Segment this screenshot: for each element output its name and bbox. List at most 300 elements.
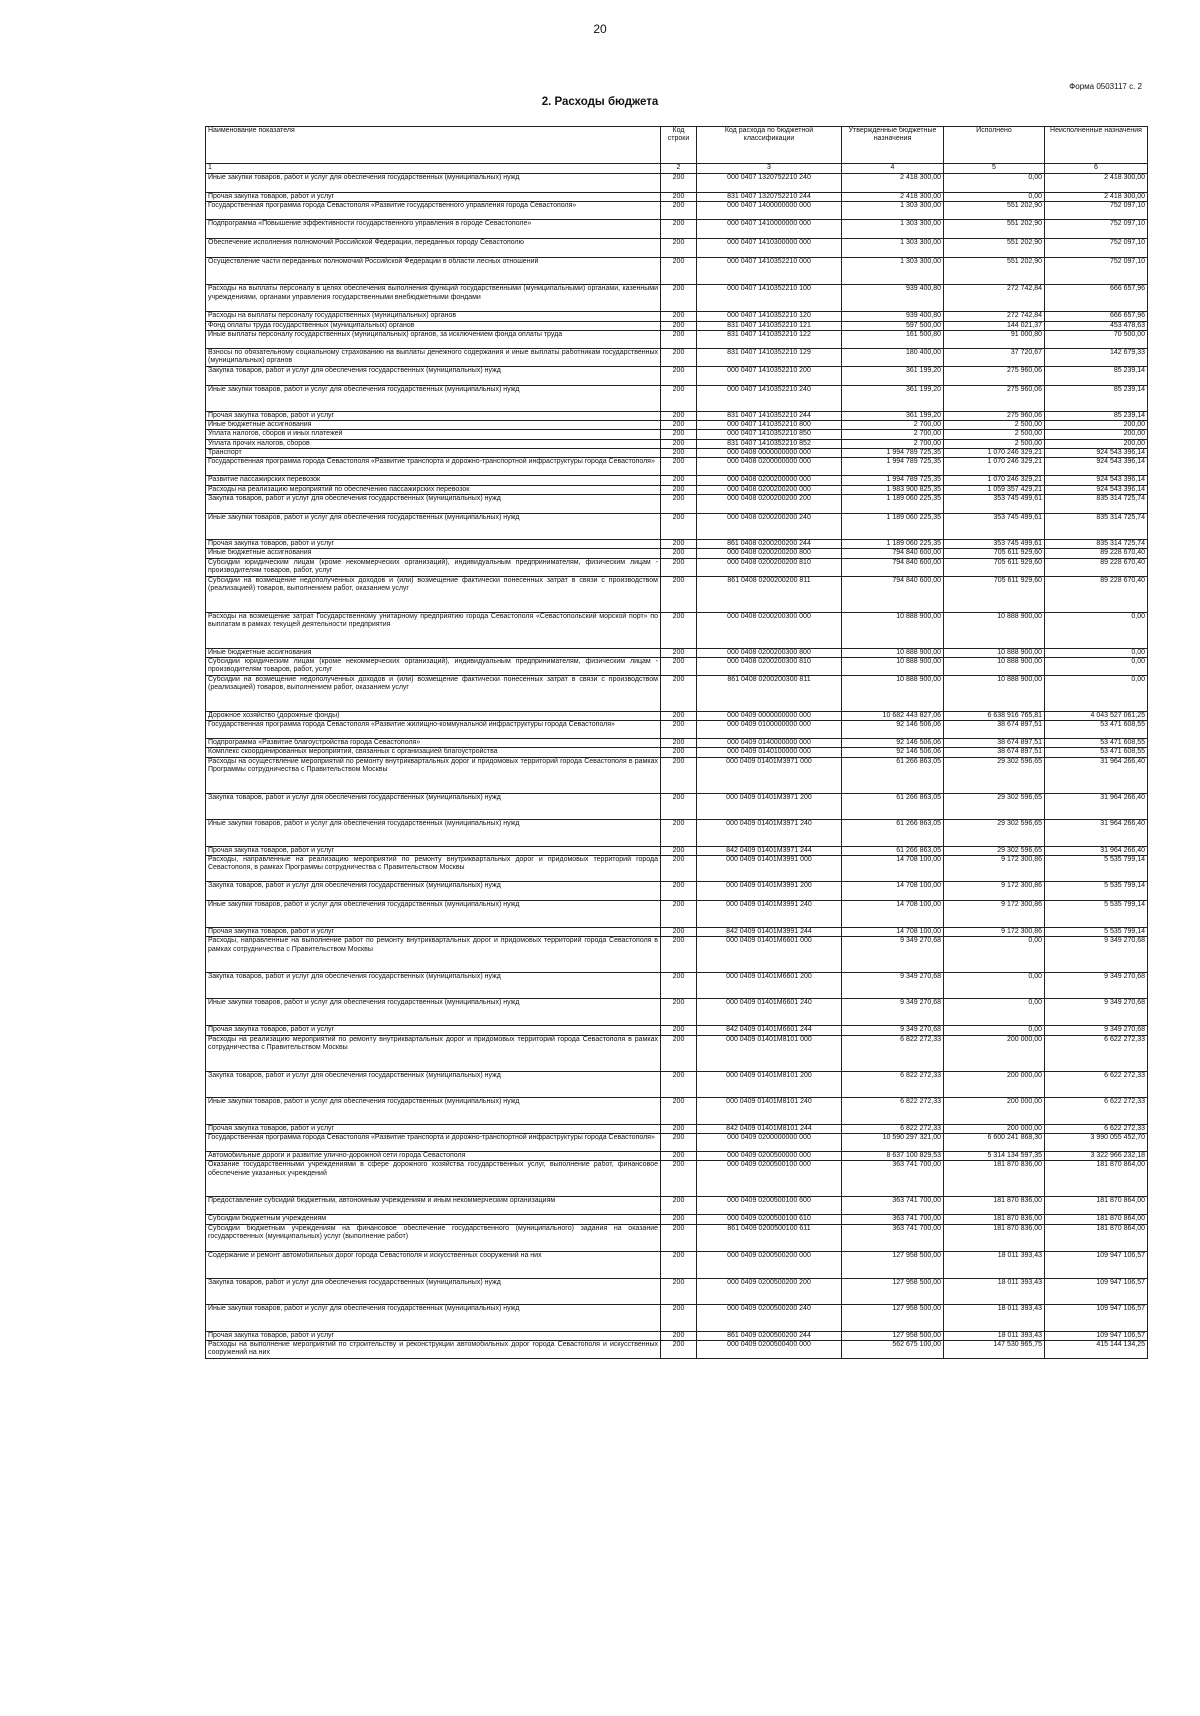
- row-executed: 9 172 300,86: [944, 882, 1045, 901]
- row-unexecuted: 924 543 396,14: [1045, 476, 1148, 485]
- table-row: [206, 439, 1148, 448]
- row-line-code: 200: [661, 757, 697, 793]
- row-executed: 1 070 246 329,21: [944, 458, 1045, 476]
- row-approved: 9 349 270,68: [842, 999, 944, 1026]
- row-approved: 1 303 300,00: [842, 220, 944, 239]
- row-unexecuted: 5 535 799,14: [1045, 856, 1148, 882]
- row-executed: 2 500,00: [944, 421, 1045, 430]
- row-approved: 10 888 900,00: [842, 648, 944, 657]
- row-classification-code: 000 0409 0200500200 240: [697, 1304, 842, 1331]
- row-approved: 2 700,00: [842, 421, 944, 430]
- row-approved: 10 682 443 827,06: [842, 711, 944, 720]
- row-approved: 61 266 863,05: [842, 757, 944, 793]
- row-approved: 361 199,20: [842, 385, 944, 411]
- row-unexecuted: 924 543 396,14: [1045, 449, 1148, 458]
- row-unexecuted: 0,00: [1045, 675, 1148, 711]
- row-approved: 161 500,80: [842, 330, 944, 348]
- row-line-code: 200: [661, 494, 697, 513]
- table-row: [206, 239, 1148, 258]
- row-name: Уплата прочих налогов, сборов: [206, 439, 661, 448]
- row-classification-code: 000 0409 0140100000 000: [697, 748, 842, 757]
- row-line-code: 200: [661, 430, 697, 439]
- table-row: [206, 846, 1148, 855]
- header-unexecuted: Неисполненные назначения: [1045, 127, 1148, 164]
- row-name: Иные закупки товаров, работ и услуг для обеспечения государственных (муниципальных) нужд: [206, 174, 661, 193]
- row-approved: 6 822 272,33: [842, 1071, 944, 1097]
- row-line-code: 200: [661, 1304, 697, 1331]
- row-approved: 361 199,20: [842, 366, 944, 385]
- column-number-row: [206, 164, 1148, 174]
- row-approved: 9 349 270,68: [842, 973, 944, 999]
- row-unexecuted: 752 097,10: [1045, 202, 1148, 220]
- row-classification-code: 831 0407 1410352210 129: [697, 348, 842, 366]
- document-title: 2. Расходы бюджета: [541, 96, 659, 108]
- row-unexecuted: 200,00: [1045, 430, 1148, 439]
- row-unexecuted: 200,00: [1045, 439, 1148, 448]
- row-unexecuted: 752 097,10: [1045, 220, 1148, 239]
- table-row: [206, 366, 1148, 385]
- table-row: [206, 1124, 1148, 1133]
- row-executed: 181 870 836,00: [944, 1161, 1045, 1197]
- row-approved: 363 741 700,00: [842, 1224, 944, 1251]
- row-name: Фонд оплаты труда государственных (муниципальных) органов: [206, 321, 661, 330]
- table-row: [206, 675, 1148, 711]
- row-line-code: 200: [661, 846, 697, 855]
- row-executed: 181 870 836,00: [944, 1197, 1045, 1215]
- row-name: Прочая закупка товаров, работ и услуг: [206, 1124, 661, 1133]
- row-line-code: 200: [661, 220, 697, 239]
- row-classification-code: 861 0408 0200200200 811: [697, 576, 842, 612]
- row-classification-code: 000 0407 1410300000 000: [697, 239, 842, 258]
- table-row: [206, 485, 1148, 494]
- row-executed: 144 021,37: [944, 321, 1045, 330]
- row-name: Субсидии бюджетным учреждениям: [206, 1215, 661, 1224]
- row-name: Автомобильные дороги и развитие улично-дорожной сети города Севастополя: [206, 1151, 661, 1160]
- row-executed: 200 000,00: [944, 1035, 1045, 1071]
- row-executed: 200 000,00: [944, 1124, 1045, 1133]
- row-name: Государственная программа города Севастополя «Развитие транспорта и дорожно-транспортной инфраструктуры города Севастополя»: [206, 1133, 661, 1151]
- table-row: [206, 558, 1148, 576]
- row-unexecuted: 6 622 272,33: [1045, 1097, 1148, 1124]
- table-row: [206, 539, 1148, 548]
- row-name: Расходы, направленные на реализацию мероприятий по ремонту внутриквартальных дорог и придомовых территорий города Севастополя, в рамках Программы сотрудничества с Правительством Москвы: [206, 856, 661, 882]
- row-line-code: 200: [661, 348, 697, 366]
- row-executed: 1 070 246 329,21: [944, 476, 1045, 485]
- row-classification-code: 861 0409 0200500200 244: [697, 1331, 842, 1340]
- row-classification-code: 000 0408 0200200200 000: [697, 485, 842, 494]
- row-classification-code: 000 0409 01401M8101 000: [697, 1035, 842, 1071]
- table-row: [206, 973, 1148, 999]
- row-classification-code: 000 0409 01401M3971 200: [697, 793, 842, 819]
- row-unexecuted: 666 657,96: [1045, 285, 1148, 312]
- row-line-code: 200: [661, 675, 697, 711]
- row-line-code: 200: [661, 1097, 697, 1124]
- row-unexecuted: 9 349 270,68: [1045, 973, 1148, 999]
- row-classification-code: 000 0409 0100000000 000: [697, 721, 842, 739]
- row-unexecuted: 835 314 725,74: [1045, 513, 1148, 539]
- table-row: [206, 748, 1148, 757]
- row-executed: 18 011 393,43: [944, 1331, 1045, 1340]
- row-approved: 1 994 789 725,35: [842, 449, 944, 458]
- row-classification-code: 000 0409 0200500100 610: [697, 1215, 842, 1224]
- row-executed: 9 172 300,86: [944, 928, 1045, 937]
- row-executed: 9 172 300,86: [944, 901, 1045, 928]
- table-row: [206, 1340, 1148, 1358]
- row-approved: 61 266 863,05: [842, 846, 944, 855]
- table-row: [206, 648, 1148, 657]
- table-row: [206, 385, 1148, 411]
- row-line-code: 200: [661, 1197, 697, 1215]
- row-name: Расходы на реализацию мероприятий по обеспечению пассажирских перевозок: [206, 485, 661, 494]
- row-unexecuted: 0,00: [1045, 657, 1148, 675]
- row-executed: 551 202,90: [944, 202, 1045, 220]
- row-executed: 181 870 836,00: [944, 1215, 1045, 1224]
- row-approved: 10 888 900,00: [842, 612, 944, 648]
- row-executed: 551 202,90: [944, 258, 1045, 285]
- row-unexecuted: 6 622 272,33: [1045, 1035, 1148, 1071]
- row-classification-code: 000 0409 01401M6601 200: [697, 973, 842, 999]
- row-name: Расходы на осуществление мероприятий по ремонту внутриквартальных дорог и придомовых территорий города Севастополя в рамках Программы сотрудничества с Правительством Москвы: [206, 757, 661, 793]
- row-name: Субсидии юридическим лицам (кроме некоммерческих организаций), индивидуальным предпринимателям, физическим лицам - производителям товаров, работ, услуг: [206, 558, 661, 576]
- row-executed: 705 611 929,60: [944, 558, 1045, 576]
- row-name: Взносы по обязательному социальному страхованию на выплаты денежного содержания и иные выплаты работникам государственных (муниципальных) органов: [206, 348, 661, 366]
- row-approved: 939 400,80: [842, 312, 944, 321]
- row-line-code: 200: [661, 1124, 697, 1133]
- row-name: Комплекс скоординированных мероприятий, связанных с организацией благоустройства: [206, 748, 661, 757]
- row-line-code: 200: [661, 1331, 697, 1340]
- table-row: [206, 258, 1148, 285]
- row-unexecuted: 6 622 272,33: [1045, 1071, 1148, 1097]
- row-name: Оказание государственными учреждениями в сфере дорожного хозяйства государственных услуг, выполнение работ, финансовое обеспечение указанных учреждений: [206, 1161, 661, 1197]
- table-row: [206, 285, 1148, 312]
- row-line-code: 200: [661, 648, 697, 657]
- row-approved: 6 822 272,33: [842, 1097, 944, 1124]
- row-approved: 127 958 500,00: [842, 1304, 944, 1331]
- row-executed: 18 011 393,43: [944, 1251, 1045, 1278]
- row-executed: 705 611 929,60: [944, 576, 1045, 612]
- row-name: Закупка товаров, работ и услуг для обеспечения государственных (муниципальных) нужд: [206, 1278, 661, 1304]
- row-executed: 181 870 836,00: [944, 1224, 1045, 1251]
- row-executed: 275 960,06: [944, 411, 1045, 420]
- row-unexecuted: 181 870 864,00: [1045, 1215, 1148, 1224]
- row-unexecuted: 53 471 608,55: [1045, 721, 1148, 739]
- row-name: Субсидии бюджетным учреждениям на финансовое обеспечение государственного (муниципального) задания на оказание государственных (муниципальных) услуг (выполнение работ): [206, 1224, 661, 1251]
- row-executed: 18 011 393,43: [944, 1278, 1045, 1304]
- row-executed: 6 600 241 868,30: [944, 1133, 1045, 1151]
- table-row: [206, 882, 1148, 901]
- row-approved: 2 418 300,00: [842, 193, 944, 202]
- row-line-code: 200: [661, 901, 697, 928]
- row-executed: 29 302 596,65: [944, 846, 1045, 855]
- row-name: Иные бюджетные ассигнования: [206, 421, 661, 430]
- table-row: [206, 819, 1148, 846]
- row-line-code: 200: [661, 1251, 697, 1278]
- row-classification-code: 000 0407 1410352210 800: [697, 421, 842, 430]
- row-name: Расходы на возмещение затрат Государственному унитарному предприятию города Севастополя «Севастопольский морской порт» по выплатам в рамках текущей деятельности предприятия: [206, 612, 661, 648]
- table-row: [206, 999, 1148, 1026]
- row-executed: 29 302 596,65: [944, 793, 1045, 819]
- row-classification-code: 000 0407 1320752210 240: [697, 174, 842, 193]
- table-row: [206, 757, 1148, 793]
- row-approved: 14 708 100,00: [842, 928, 944, 937]
- row-line-code: 200: [661, 202, 697, 220]
- row-name: Государственная программа города Севастополя «Развитие государственного управления города Севастополя»: [206, 202, 661, 220]
- row-name: Субсидии на возмещение недополученных доходов и (или) возмещение фактически понесенных затрат в связи с производством (реализацией) товаров, выполнением работ, оказанием услуг: [206, 576, 661, 612]
- row-executed: 29 302 596,65: [944, 819, 1045, 846]
- row-unexecuted: 924 543 396,14: [1045, 485, 1148, 494]
- row-name: Прочая закупка товаров, работ и услуг: [206, 411, 661, 420]
- row-classification-code: 000 0409 01401M3991 240: [697, 901, 842, 928]
- row-executed: 0,00: [944, 1026, 1045, 1035]
- row-classification-code: 000 0409 01401M3971 000: [697, 757, 842, 793]
- table-row: [206, 449, 1148, 458]
- row-unexecuted: 5 535 799,14: [1045, 882, 1148, 901]
- row-approved: 794 840 600,00: [842, 576, 944, 612]
- row-executed: 10 888 900,00: [944, 648, 1045, 657]
- table-row: [206, 1133, 1148, 1151]
- row-line-code: 200: [661, 856, 697, 882]
- row-name: Иные бюджетные ассигнования: [206, 648, 661, 657]
- row-name: Развитие пассажирских перевозок: [206, 476, 661, 485]
- table-row: [206, 174, 1148, 193]
- row-unexecuted: 453 478,63: [1045, 321, 1148, 330]
- row-unexecuted: 0,00: [1045, 612, 1148, 648]
- row-line-code: 200: [661, 558, 697, 576]
- row-unexecuted: 85 239,14: [1045, 366, 1148, 385]
- row-approved: 8 637 100 829,53: [842, 1151, 944, 1160]
- row-approved: 939 400,80: [842, 285, 944, 312]
- column-number: 1: [206, 164, 661, 174]
- row-unexecuted: 109 947 106,57: [1045, 1304, 1148, 1331]
- row-name: Прочая закупка товаров, работ и услуг: [206, 193, 661, 202]
- table-row: [206, 1215, 1148, 1224]
- row-executed: 10 888 900,00: [944, 675, 1045, 711]
- row-classification-code: 000 0408 0200200300 800: [697, 648, 842, 657]
- table-row: [206, 1197, 1148, 1215]
- row-name: Иные закупки товаров, работ и услуг для обеспечения государственных (муниципальных) нужд: [206, 513, 661, 539]
- row-classification-code: 000 0409 01401M6601 240: [697, 999, 842, 1026]
- row-unexecuted: 70 500,00: [1045, 330, 1148, 348]
- row-name: Расходы на выплаты персоналу в целях обеспечения выполнения функций государственными (муниципальными) органами, казенными учреждениями, органами управления государственными внебюджетными фондами: [206, 285, 661, 312]
- row-classification-code: 831 0407 1410352210 121: [697, 321, 842, 330]
- row-classification-code: 831 0407 1410352210 122: [697, 330, 842, 348]
- row-classification-code: 842 0409 01401M8101 244: [697, 1124, 842, 1133]
- row-classification-code: 000 0407 1410352210 100: [697, 285, 842, 312]
- row-line-code: 200: [661, 711, 697, 720]
- row-line-code: 200: [661, 539, 697, 548]
- row-name: Закупка товаров, работ и услуг для обеспечения государственных (муниципальных) нужд: [206, 366, 661, 385]
- row-unexecuted: 9 349 270,68: [1045, 1026, 1148, 1035]
- table-row: [206, 739, 1148, 748]
- row-unexecuted: 200,00: [1045, 421, 1148, 430]
- row-name: Расходы на выплаты персоналу государственных (муниципальных) органов: [206, 312, 661, 321]
- row-unexecuted: 9 349 270,68: [1045, 937, 1148, 973]
- row-executed: 38 674 897,51: [944, 739, 1045, 748]
- row-line-code: 200: [661, 973, 697, 999]
- row-classification-code: 000 0408 0200200300 000: [697, 612, 842, 648]
- row-approved: 363 741 700,00: [842, 1215, 944, 1224]
- row-line-code: 200: [661, 576, 697, 612]
- row-name: Иные закупки товаров, работ и услуг для обеспечения государственных (муниципальных) нужд: [206, 819, 661, 846]
- row-classification-code: 000 0408 0200200200 800: [697, 549, 842, 558]
- row-unexecuted: 6 622 272,33: [1045, 1124, 1148, 1133]
- row-executed: 9 172 300,86: [944, 856, 1045, 882]
- row-approved: 2 700,00: [842, 439, 944, 448]
- row-classification-code: 000 0407 1410352210 240: [697, 385, 842, 411]
- row-line-code: 200: [661, 793, 697, 819]
- row-name: Прочая закупка товаров, работ и услуг: [206, 539, 661, 548]
- row-line-code: 200: [661, 999, 697, 1026]
- row-name: Иные выплаты персоналу государственных (муниципальных) органов, за исключением фонда оплаты труда: [206, 330, 661, 348]
- row-classification-code: 861 0408 0200200300 811: [697, 675, 842, 711]
- row-line-code: 200: [661, 312, 697, 321]
- row-line-code: 200: [661, 193, 697, 202]
- row-classification-code: 000 0409 0200500100 000: [697, 1161, 842, 1197]
- row-classification-code: 831 0407 1410352210 244: [697, 411, 842, 420]
- table-row: [206, 937, 1148, 973]
- row-approved: 2 700,00: [842, 430, 944, 439]
- row-executed: 29 302 596,65: [944, 757, 1045, 793]
- row-approved: 794 840 600,00: [842, 549, 944, 558]
- row-classification-code: 000 0409 0200500200 200: [697, 1278, 842, 1304]
- row-name: Расходы на выполнение мероприятий по строительству и реконструкции автомобильных дорог города Севастополя и искусственных сооружений на них: [206, 1340, 661, 1358]
- row-executed: 38 674 897,51: [944, 748, 1045, 757]
- row-classification-code: 000 0407 1410352210 120: [697, 312, 842, 321]
- row-classification-code: 842 0409 01401M3991 244: [697, 928, 842, 937]
- row-unexecuted: 5 535 799,14: [1045, 928, 1148, 937]
- row-executed: 0,00: [944, 999, 1045, 1026]
- row-name: Субсидии юридическим лицам (кроме некоммерческих организаций), индивидуальным предпринимателям, физическим лицам - производителям товаров, работ, услуг: [206, 657, 661, 675]
- table-row: [206, 657, 1148, 675]
- row-approved: 14 708 100,00: [842, 882, 944, 901]
- row-executed: 551 202,90: [944, 220, 1045, 239]
- row-executed: 0,00: [944, 973, 1045, 999]
- table-row: [206, 1026, 1148, 1035]
- row-classification-code: 000 0407 1410352210 850: [697, 430, 842, 439]
- row-executed: 0,00: [944, 174, 1045, 193]
- row-unexecuted: 85 239,14: [1045, 411, 1148, 420]
- row-executed: 1 070 246 329,21: [944, 449, 1045, 458]
- row-approved: 1 303 300,00: [842, 202, 944, 220]
- row-approved: 61 266 863,05: [842, 793, 944, 819]
- row-classification-code: 000 0407 1410000000 000: [697, 220, 842, 239]
- row-classification-code: 831 0407 1320752210 244: [697, 193, 842, 202]
- row-approved: 180 400,00: [842, 348, 944, 366]
- row-line-code: 200: [661, 1215, 697, 1224]
- row-unexecuted: 53 471 608,55: [1045, 739, 1148, 748]
- row-executed: 91 000,80: [944, 330, 1045, 348]
- row-executed: 2 500,00: [944, 439, 1045, 448]
- row-line-code: 200: [661, 1035, 697, 1071]
- header-classification-code: Код расхода по бюджетной классификации: [697, 127, 842, 164]
- table-row: [206, 856, 1148, 882]
- row-line-code: 200: [661, 485, 697, 494]
- row-approved: 1 189 060 225,35: [842, 513, 944, 539]
- row-unexecuted: 924 543 396,14: [1045, 458, 1148, 476]
- row-line-code: 200: [661, 1071, 697, 1097]
- row-line-code: 200: [661, 330, 697, 348]
- column-number: 5: [944, 164, 1045, 174]
- row-classification-code: 000 0409 01401M8101 240: [697, 1097, 842, 1124]
- table-row: [206, 458, 1148, 476]
- column-number: 3: [697, 164, 842, 174]
- table-row: [206, 193, 1148, 202]
- table-row: [206, 348, 1148, 366]
- row-classification-code: 000 0409 0000000000 000: [697, 711, 842, 720]
- row-name: Уплата налогов, сборов и иных платежей: [206, 430, 661, 439]
- row-line-code: 200: [661, 174, 697, 193]
- row-approved: 92 146 506,06: [842, 739, 944, 748]
- row-line-code: 200: [661, 1133, 697, 1151]
- row-classification-code: 000 0409 01401M3991 200: [697, 882, 842, 901]
- table-row: [206, 1071, 1148, 1097]
- table-row: [206, 721, 1148, 739]
- row-line-code: 200: [661, 476, 697, 485]
- row-name: Закупка товаров, работ и услуг для обеспечения государственных (муниципальных) нужд: [206, 973, 661, 999]
- row-classification-code: 000 0408 0200200200 200: [697, 494, 842, 513]
- row-name: Прочая закупка товаров, работ и услуг: [206, 1331, 661, 1340]
- row-executed: 38 674 897,51: [944, 721, 1045, 739]
- row-classification-code: 000 0409 0200000000 000: [697, 1133, 842, 1151]
- row-name: Прочая закупка товаров, работ и услуг: [206, 928, 661, 937]
- row-classification-code: 000 0408 0200000000 000: [697, 458, 842, 476]
- row-executed: 5 314 134 597,35: [944, 1151, 1045, 1160]
- row-name: Государственная программа города Севастополя «Развитие жилищно-коммунальной инфраструктуры города Севастополя»: [206, 721, 661, 739]
- row-line-code: 200: [661, 258, 697, 285]
- row-approved: 363 741 700,00: [842, 1161, 944, 1197]
- row-executed: 353 745 499,61: [944, 539, 1045, 548]
- row-line-code: 200: [661, 285, 697, 312]
- row-name: Иные закупки товаров, работ и услуг для обеспечения государственных (муниципальных) нужд: [206, 1097, 661, 1124]
- table-row: [206, 494, 1148, 513]
- row-unexecuted: 3 990 055 452,70: [1045, 1133, 1148, 1151]
- row-approved: 361 199,20: [842, 411, 944, 420]
- row-approved: 1 983 900 825,35: [842, 485, 944, 494]
- form-code: Форма 0503117 с. 2: [1069, 82, 1142, 91]
- row-unexecuted: 89 228 670,40: [1045, 558, 1148, 576]
- row-line-code: 200: [661, 366, 697, 385]
- row-executed: 200 000,00: [944, 1097, 1045, 1124]
- row-name: Расходы на реализацию мероприятий по ремонту внутриквартальных дорог и придомовых территорий города Севастополя в рамках сотрудничества с Правительством Москвы: [206, 1035, 661, 1071]
- table-row: [206, 549, 1148, 558]
- row-approved: 92 146 506,06: [842, 748, 944, 757]
- row-approved: 1 303 300,00: [842, 239, 944, 258]
- row-line-code: 200: [661, 721, 697, 739]
- row-approved: 14 708 100,00: [842, 901, 944, 928]
- row-unexecuted: 666 657,96: [1045, 312, 1148, 321]
- row-classification-code: 000 0409 0200500200 000: [697, 1251, 842, 1278]
- row-name: Предоставление субсидий бюджетным, автономным учреждениям и иным некоммерческим организациям: [206, 1197, 661, 1215]
- row-unexecuted: 835 314 725,74: [1045, 539, 1148, 548]
- row-approved: 10 888 900,00: [842, 675, 944, 711]
- row-unexecuted: 31 964 266,40: [1045, 793, 1148, 819]
- row-line-code: 200: [661, 421, 697, 430]
- row-unexecuted: 2 418 300,00: [1045, 193, 1148, 202]
- row-approved: 1 303 300,00: [842, 258, 944, 285]
- row-approved: 92 146 506,06: [842, 721, 944, 739]
- row-classification-code: 000 0408 0200200200 240: [697, 513, 842, 539]
- row-executed: 0,00: [944, 193, 1045, 202]
- row-unexecuted: 2 418 300,00: [1045, 174, 1148, 193]
- row-unexecuted: 85 239,14: [1045, 385, 1148, 411]
- row-executed: 10 888 900,00: [944, 612, 1045, 648]
- row-approved: 9 349 270,68: [842, 937, 944, 973]
- row-line-code: 200: [661, 819, 697, 846]
- row-unexecuted: 109 947 106,57: [1045, 1278, 1148, 1304]
- row-unexecuted: 109 947 106,57: [1045, 1331, 1148, 1340]
- row-executed: 551 202,90: [944, 239, 1045, 258]
- row-approved: 61 266 863,05: [842, 819, 944, 846]
